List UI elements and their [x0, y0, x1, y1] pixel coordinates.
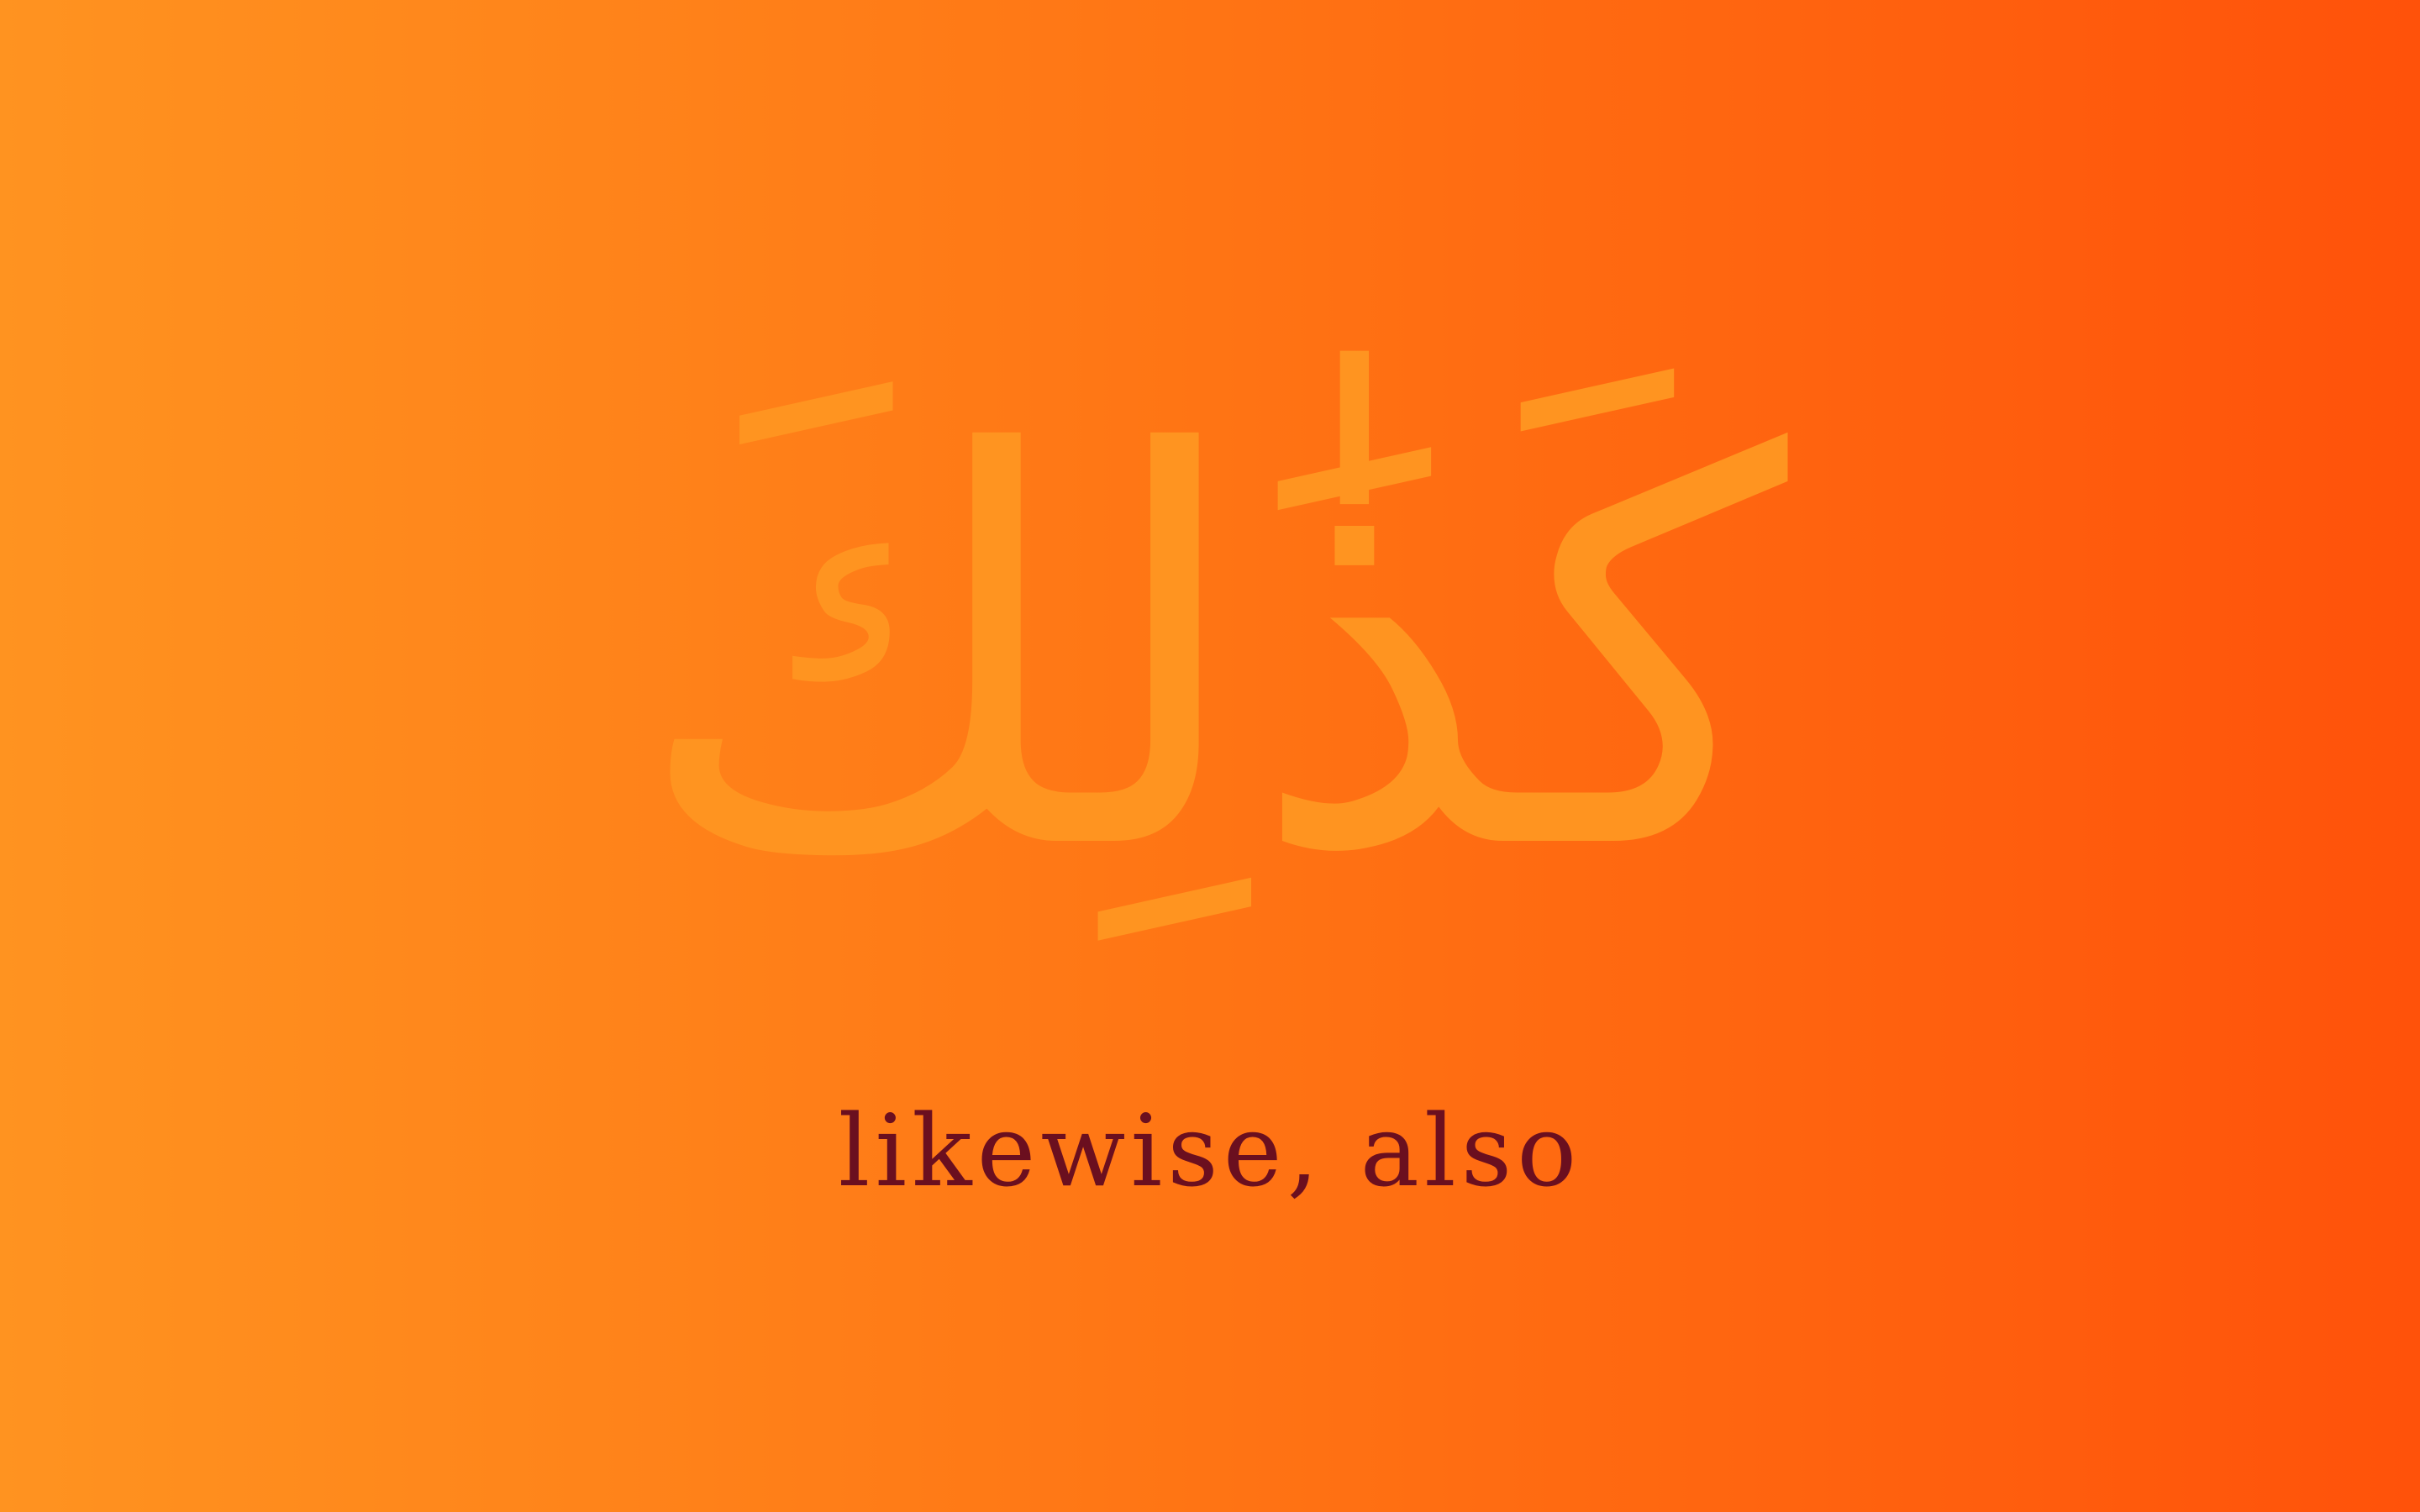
arabic-word: كَذَٰلِكَ [632, 342, 1788, 968]
english-translation: likewise, also [838, 1093, 1582, 1209]
